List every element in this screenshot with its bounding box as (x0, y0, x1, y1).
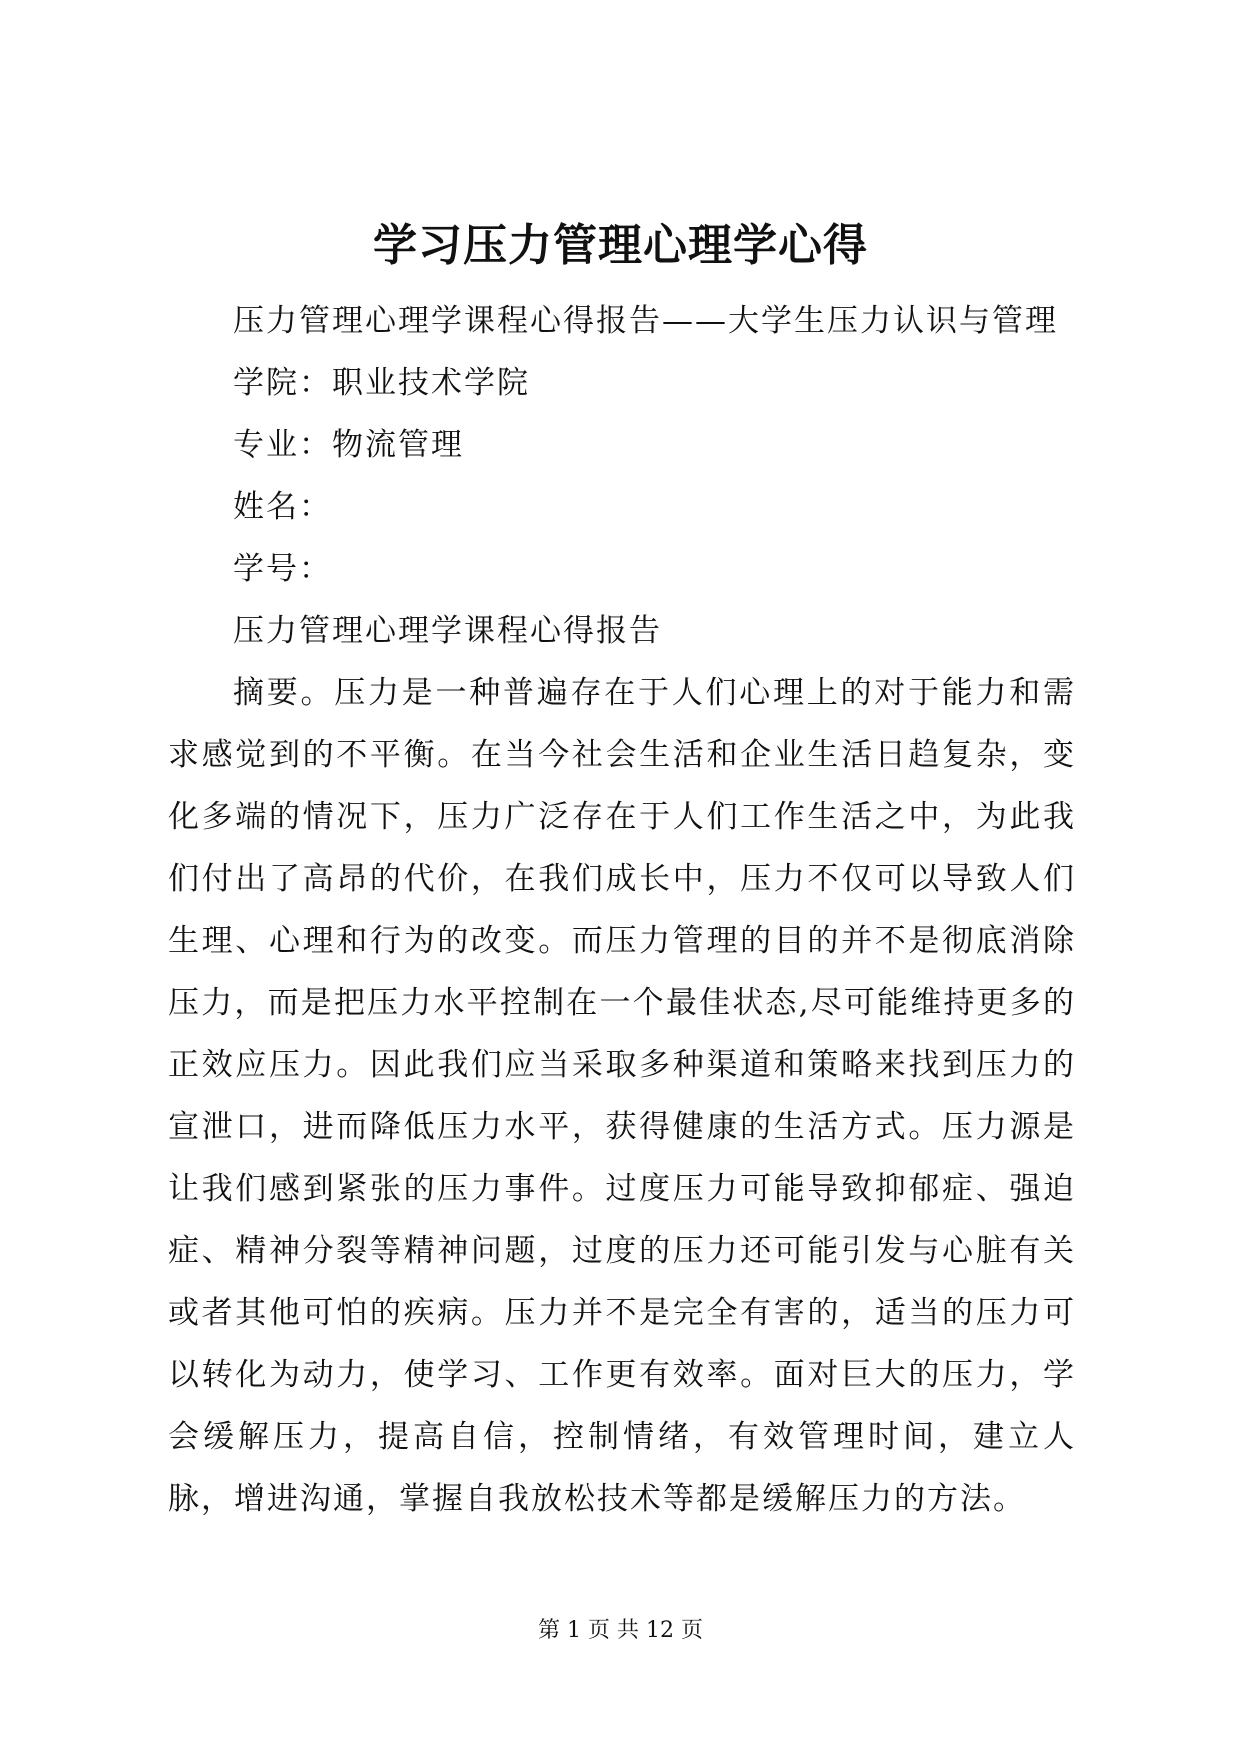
major-line: 专业：物流管理 (233, 427, 464, 463)
student-id-line: 学号： (233, 551, 332, 587)
page-footer: 第 1 页 共 12 页 (538, 1618, 703, 1643)
abstract-paragraph: 摘要。压力是一种普遍存在于人们心理上的对于能力和需求感觉到的不平衡。在当今社会生活和企业生活日趋复杂，变化多端的情况下，压力广泛存在于人们工作生活之中，为此我们付出了高昂的代价，在我们成长中，压力不仅可以导致人们生理、心理和行为的改变。而压力管理的目的并不是彻底消除压力，而是把压力水平控制在一个最佳状态,尽可能维持更多的正效应压力。因此我们应当采取多种渠道和策略来找到压力的宣泄口，进而降低压力水平，获得健康的生活方式。压力源是让我们感到紧张的压力事件。过度压力可能导致抑郁症、强迫症、精神分裂等精神问题，过度的压力还可能引发与心脏有关或者其他可怕的疾病。压力并不是完全有害的，适当的压力可以转化为动力，使学习、工作更有效率。面对巨大的压力，学会缓解压力，提高自信，控制情绪，有效管理时间，建立人脉，增进沟通，掌握自我放松技术等都是缓解压力的方法。 (168, 675, 1076, 1517)
college-line: 学院：职业技术学院 (233, 365, 530, 401)
report-heading: 压力管理心理学课程心得报告 (233, 613, 662, 649)
document-meta (233, 290, 1093, 662)
report-subtitle: 压力管理心理学课程心得报告——大学生压力认识与管理 (233, 303, 1058, 339)
name-line: 姓名： (233, 489, 332, 525)
document-title: 学习压力管理心理学心得 (373, 220, 868, 271)
